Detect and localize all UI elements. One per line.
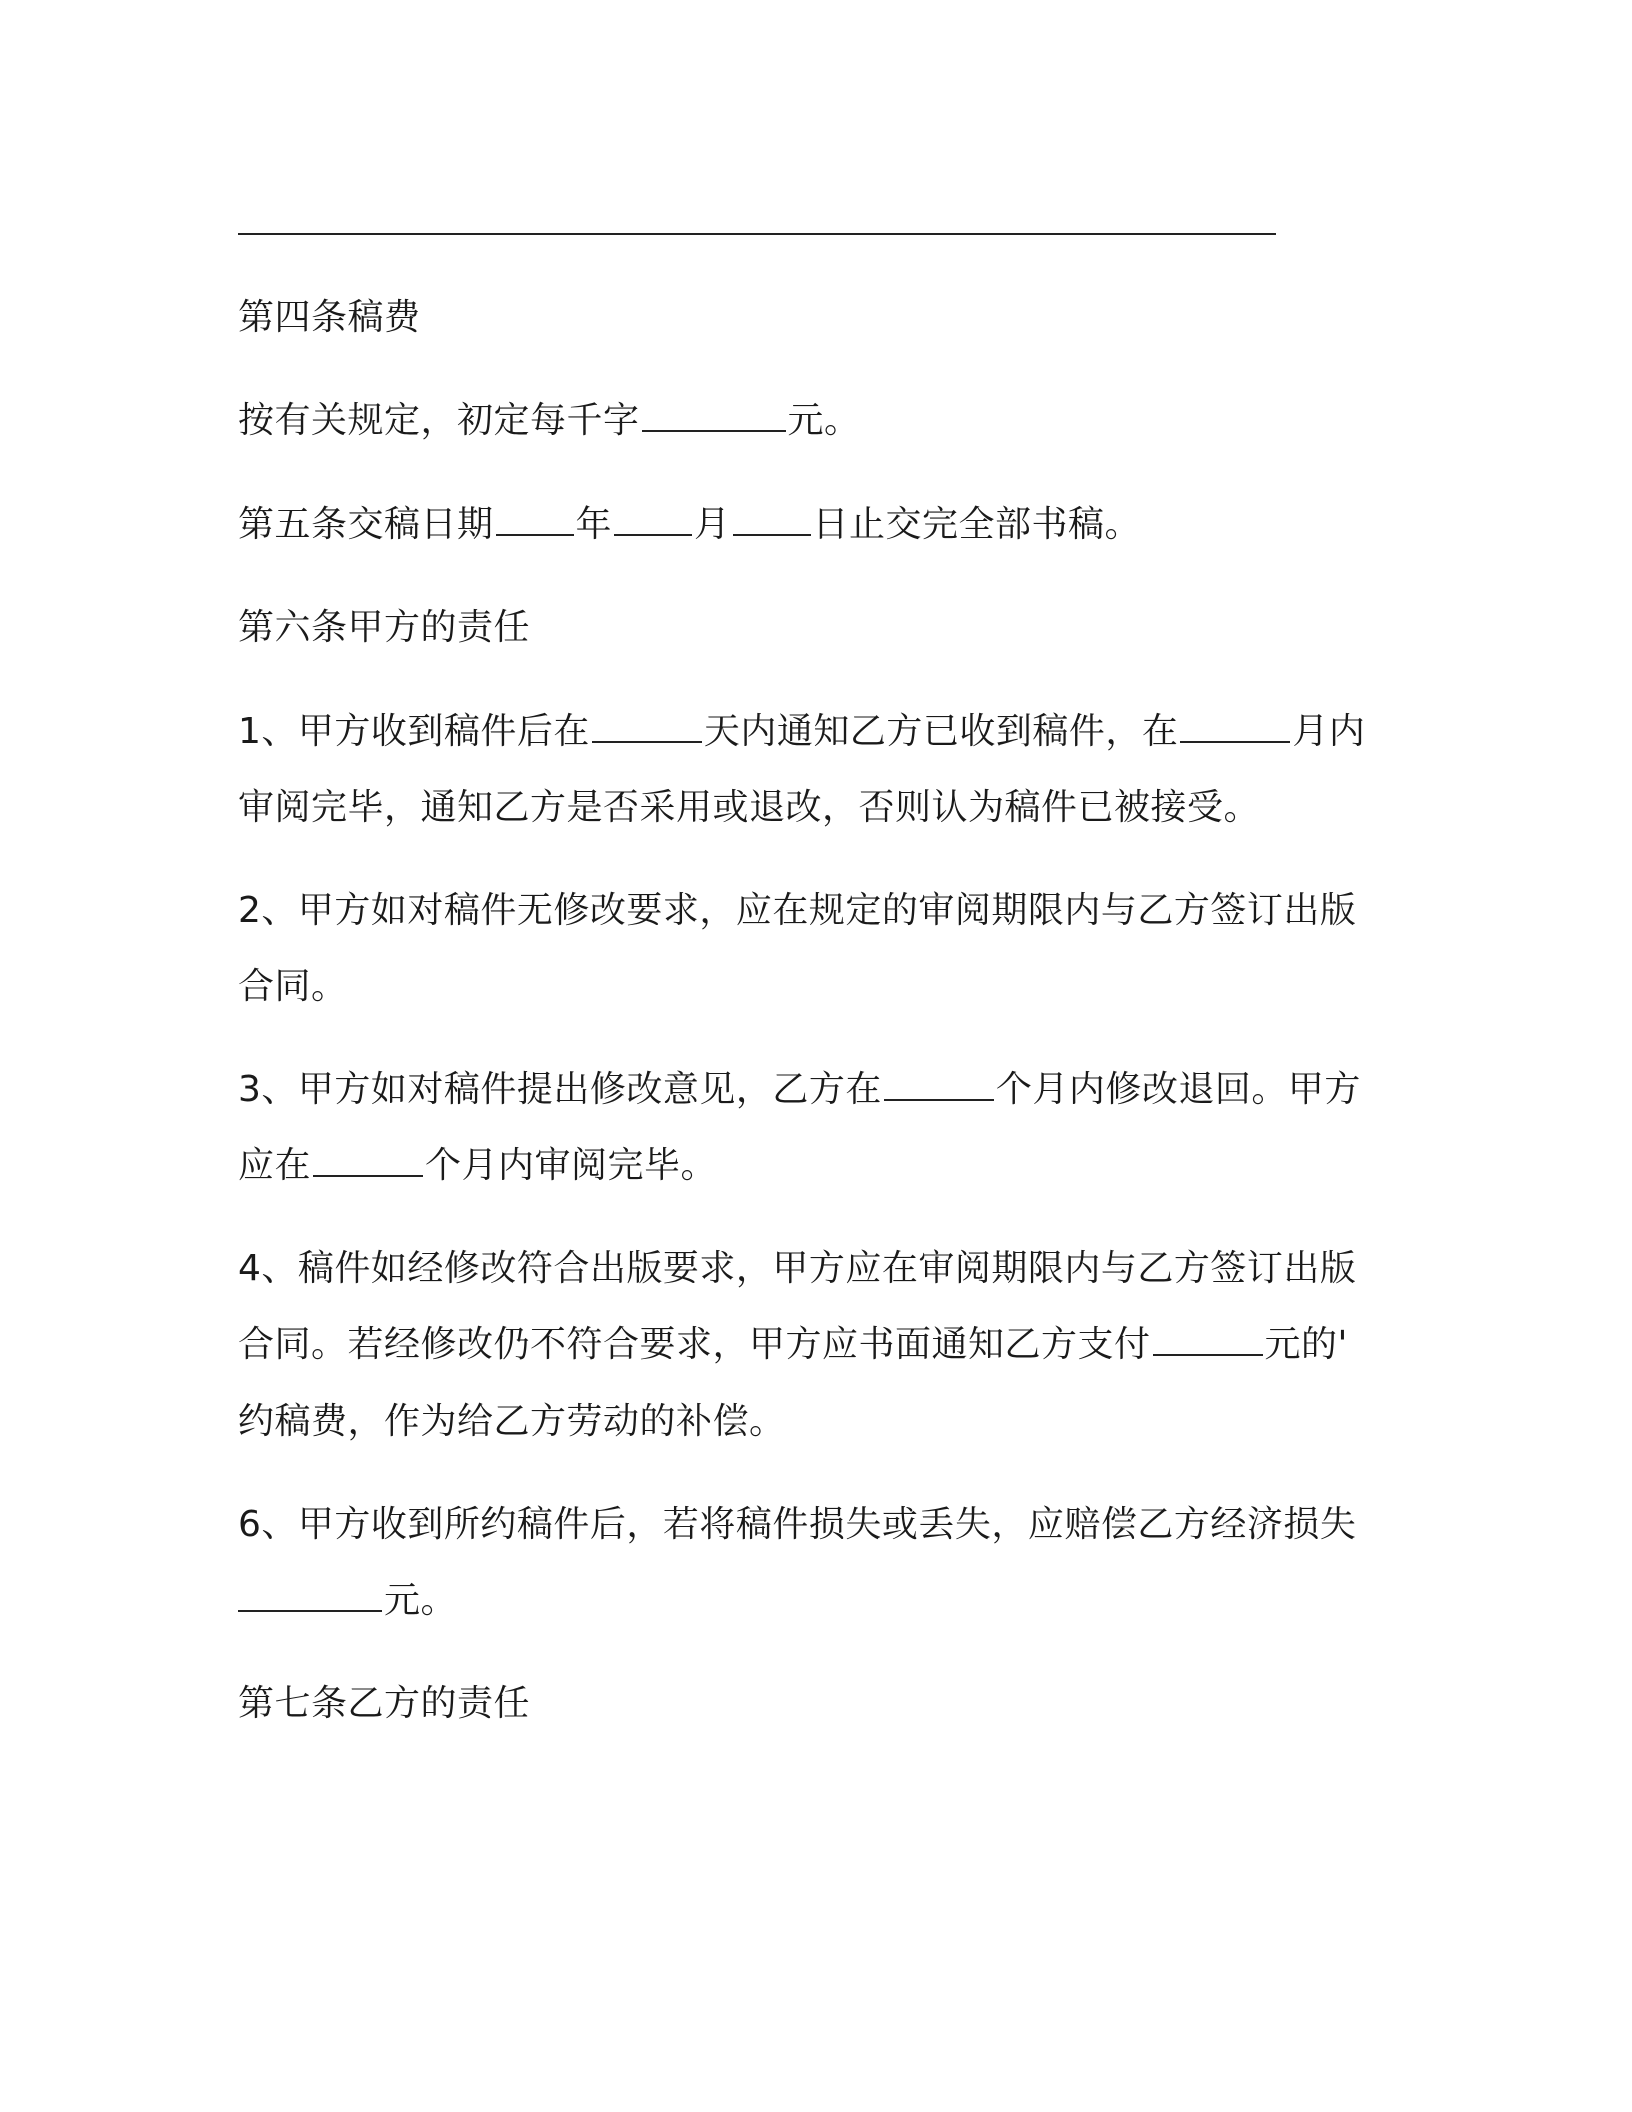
item6-loss-blank [238, 1580, 382, 1612]
top-rule [238, 233, 1276, 235]
item4-line2-suffix: 元的' [1264, 1324, 1348, 1365]
item3-line2-suffix: 个月内审阅完毕。 [425, 1145, 718, 1186]
item2-line1 [238, 889, 1356, 933]
item3-line2 [238, 1144, 717, 1188]
item6-line1-text: 6、甲方收到所约稿件后，若将稿件损失或丢失，应赔偿乙方经济损失 [238, 1504, 1357, 1545]
article7-heading [238, 1682, 530, 1726]
item4-line3-text: 约稿费，作为给乙方劳动的补偿。 [238, 1401, 786, 1442]
item1-part3: 月内 [1292, 711, 1366, 752]
month-blank [614, 504, 692, 536]
item1-part2: 天内通知乙方已收到稿件，在 [703, 711, 1179, 752]
item4-line1-text: 4、稿件如经修改符合出版要求，甲方应在审阅期限内与乙方签订出版 [238, 1248, 1357, 1289]
article4-heading-text: 第四条稿费 [238, 297, 421, 338]
item4-fee-blank [1153, 1324, 1263, 1356]
item4-line2 [238, 1323, 1348, 1367]
month-label: 月 [694, 504, 731, 545]
rate-blank [642, 400, 786, 432]
item1-line1 [238, 710, 1365, 754]
year-label: 年 [575, 504, 613, 545]
rate-prefix: 按有关规定，初定每千字 [238, 400, 640, 441]
item3-part2: 个月内修改退回。甲方 [995, 1069, 1361, 1110]
item6-line2 [238, 1579, 457, 1623]
article4-heading [238, 296, 421, 340]
item4-line2-prefix: 合同。若经修改仍不符合要求，甲方应书面通知乙方支付 [238, 1324, 1151, 1365]
item2-line1-text: 2、甲方如对稿件无修改要求，应在规定的审阅期限内与乙方签订出版 [238, 890, 1357, 931]
article5-suffix: 日止交完全部书稿。 [812, 504, 1142, 545]
article6-heading-text: 第六条甲方的责任 [238, 607, 531, 648]
day-blank [733, 504, 811, 536]
year-blank [496, 504, 574, 536]
item3-revise-blank [884, 1069, 994, 1101]
item6-line1 [238, 1503, 1356, 1547]
item3-line1 [238, 1068, 1361, 1112]
item1-part1: 1、甲方收到稿件后在 [238, 711, 590, 752]
item6-line2-suffix: 元。 [384, 1580, 458, 1621]
item4-line3 [238, 1400, 786, 1444]
article4-rate-line [238, 399, 861, 443]
article6-heading [238, 606, 530, 650]
item1-line2 [238, 786, 1260, 830]
article5-prefix: 第五条交稿日期 [238, 504, 494, 545]
item1-line2-text: 审阅完毕，通知乙方是否采用或退改，否则认为稿件已被接受。 [238, 787, 1261, 828]
rate-suffix: 元。 [787, 400, 861, 441]
item3-review-blank [313, 1145, 423, 1177]
item2-line2 [238, 965, 348, 1009]
item1-days-blank [592, 711, 702, 743]
item3-line2-prefix: 应在 [238, 1145, 312, 1186]
article7-heading-text: 第七条乙方的责任 [238, 1683, 531, 1724]
item3-part1: 3、甲方如对稿件提出修改意见，乙方在 [238, 1069, 882, 1110]
item2-line2-text: 合同。 [238, 966, 348, 1007]
item4-line1 [238, 1247, 1356, 1291]
item1-months-blank [1180, 711, 1290, 743]
article5-line [238, 503, 1141, 547]
